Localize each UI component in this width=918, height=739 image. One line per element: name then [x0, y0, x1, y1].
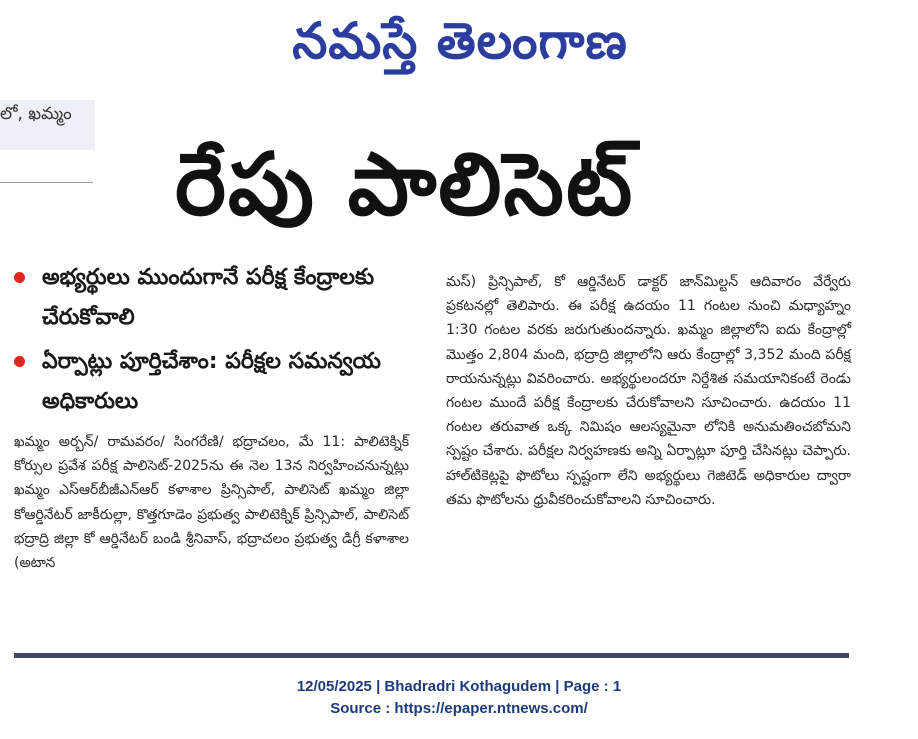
- divider: [0, 182, 93, 183]
- bottom-rule: [14, 653, 849, 658]
- subheadline-item: [14, 258, 434, 338]
- bullet-icon: [14, 356, 25, 367]
- subheadline-item: [14, 342, 434, 422]
- article-body-right-column: [446, 270, 851, 512]
- bullet-icon: [14, 272, 25, 283]
- subheadline-list: [14, 258, 434, 422]
- body-paragraph: ఖమ్మం అర్బన్/ రామవరం/ సింగరేణి/ భద్రాచలం, మే 11: పాలిటెక్నిక్ కోర్సుల ప్రవేశ పరీక్ష పాలిసెట్-2025ను ఈ నెల 13న నిర్వహించనున్నట్లు ఖమ్మం ఎస్ఆర్‌బీజీఎన్ఆర్ కళాశాల ప్రిన్సిపాల్, పాలిసెట్ ఖమ్మం జిల్లా కోఆర్డినేటర్ జాకీరుల్లా, కొత్తగూడెం ప్రభుత్వ పాలిటెక్నిక్ ప్రిన్సిపాల్, పాలిసెట్ భద్రాద్రి జిల్లా కో ఆర్డినేటర్ బండి శ్రీనివాస్, భద్రాచలం ప్రభుత్వ డిగ్రీ కళాశాల (అటాన: [14, 434, 409, 572]
- footer-date-edition: 12/05/2025 | Bhadradri Kothagudem | Page : 1: [296, 678, 622, 695]
- subheadline-text: అభ్యర్థులు ముందుగానే పరీక్ష కేంద్రాలకు చేరుకోవాలి: [42, 265, 375, 330]
- article-body-left-column: [14, 430, 409, 575]
- article-headline: రేపు పాలిసెట్: [175, 135, 635, 235]
- adjacent-article-text: లో, ఖమ్మం: [0, 104, 72, 124]
- subheadline-text: ఏర్పాట్లు పూర్తిచేశాం: పరీక్షల సమన్వయ అధికారులు: [42, 349, 381, 414]
- body-paragraph: మస్) ప్రిన్సిపాల్, కో ఆర్డినేటర్ డాక్టర్ జాన్‌మిల్టన్ ఆదివారం వేర్వేరు ప్రకటనల్లో తెలిపారు. ఈ పరీక్ష ఉదయం 11 గంటల నుంచి మధ్యాహ్నం 1:30 గంటల వరకు జరుగుతుందన్నారు. ఖమ్మం జిల్లాలోని ఐదు కేంద్రాల్లో మొత్తం 2,804 మంది, భద్రాద్రి జిల్లాలోని ఆరు కేంద్రాల్లో 3,352 మంది పరీక్ష రాయనున్నట్లు వివరించారు. అభ్యర్థులందరూ నిర్దేశిత సమయానికంటే రెండు గంటల ముందే పరీక్ష కేంద్రాలకు చేరుకోవాలని సూచించారు. ఉదయం 11 గంటల తరువాత ఒక్క నిమిషం ఆలస్యమైనా లోనికి అనుమతించబోమని స్పష్టం చేశారు. పరీక్షల నిర్వహణకు అన్ని ఏర్పాట్లూ పూర్తి చేసినట్లు చెప్పారు. హాల్‌టికెట్లపై ఫొటోలు స్పష్టంగా లేని అభ్యర్థులు గెజిటెడ్ అధికారుల ద్వారా తమ ఫొటోలను ధ్రువీకరించుకోవాలని సూచించారు.: [446, 274, 851, 508]
- page-footer: [0, 676, 918, 720]
- masthead-title: నమస్తే తెలంగాణ: [292, 12, 628, 70]
- footer-source-link[interactable]: Source : https://epaper.ntnews.com/: [330, 700, 588, 717]
